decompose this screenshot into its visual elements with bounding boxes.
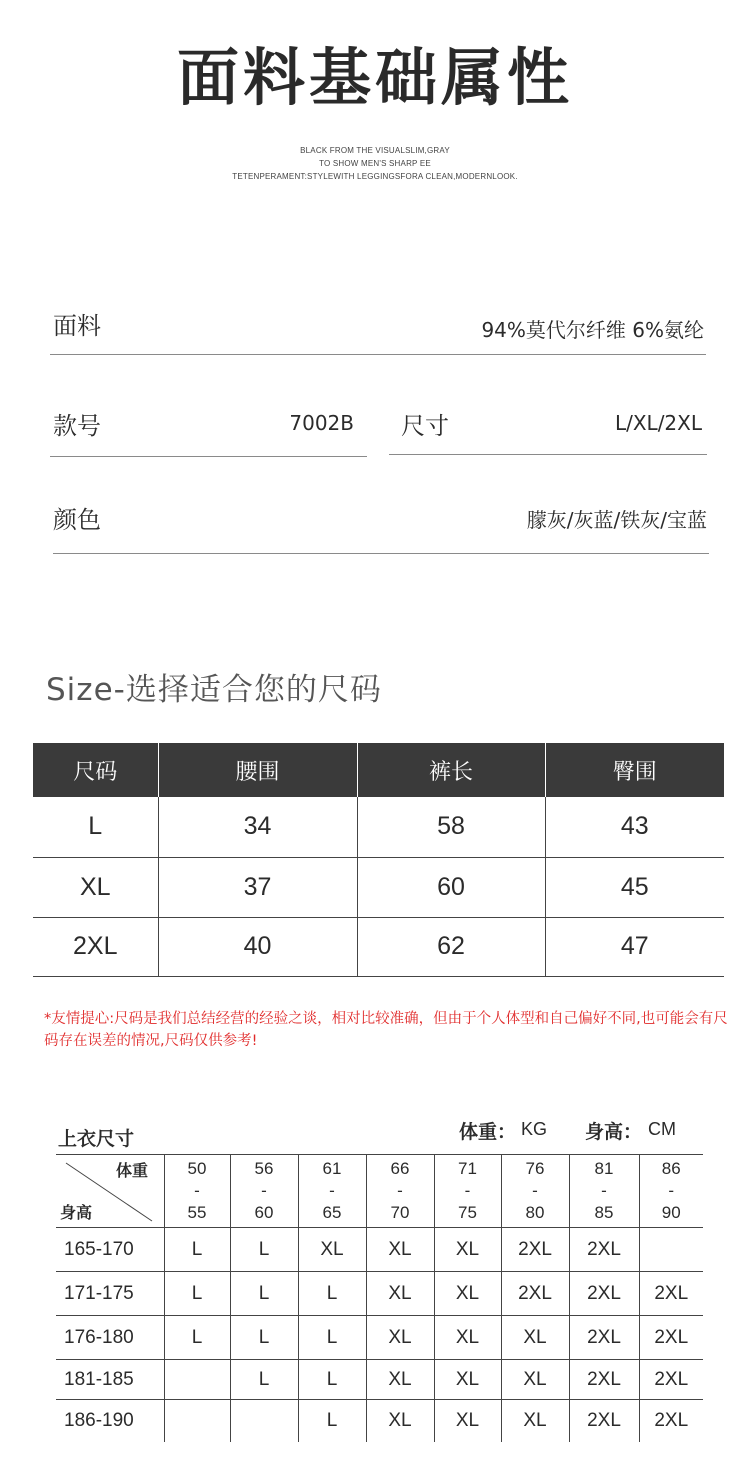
table-row [33,797,724,857]
table-cell: 40 [158,917,357,976]
size-cell: 2XL [654,1409,689,1431]
size-cell: L [230,1228,298,1272]
style-no-label: 款号 [53,412,101,440]
color-divider [53,553,709,554]
size-divider [389,454,707,455]
size-cell: L [164,1228,230,1272]
table-row [56,1360,703,1400]
size-label: 尺寸 [401,412,449,440]
size-cell [639,1228,703,1272]
height-range-cell: 171-175 [56,1272,164,1316]
size-cell: 2XL [639,1316,703,1360]
table-cell: 45 [545,857,724,917]
size-cell: XL [434,1316,501,1360]
size-cell: XL [434,1400,501,1442]
size-cell: 2XL [569,1400,639,1442]
size-cell: 2XL [569,1228,639,1272]
size-cell: XL [298,1228,366,1272]
size-cell: 2XL [639,1272,703,1316]
size-note: *友情提心:尺码是我们总结经营的经验之谈，相对比较准确，但由于个人体型和自己偏好不同,也可能会有尺码存在误差的情况,尺码仅供参考! [44,1011,728,1049]
table-cell: 43 [545,797,724,857]
size-cell [230,1400,298,1442]
weight-range-cell: 76 - 80 [501,1155,569,1228]
table-cell: 2XL [33,917,158,976]
weight-range-cell: 71 - 75 [434,1155,501,1228]
height-range-cell: 186-190 [56,1400,164,1442]
height-label: 身高： [585,1121,643,1143]
page-title: 面料基础属性 [176,41,573,114]
size-cell: L [298,1316,366,1360]
size-cell: XL [434,1360,501,1400]
size-cell: L [230,1360,298,1400]
size-cell: 2XL [569,1316,639,1360]
top-size-chart [56,1154,703,1442]
size-cell: XL [501,1316,569,1360]
corner-height-label: 身高 [60,1205,93,1222]
table-row [33,917,724,976]
size-cell: L [298,1400,366,1442]
height-range-cell: 165-170 [56,1228,164,1272]
weight-range-cell: 86 - 90 [639,1155,703,1228]
size-cell: 2XL [569,1272,639,1316]
top-chart-title: 上衣尺寸 [58,1128,135,1150]
size-table [33,743,724,977]
table-row [56,1272,703,1316]
weight-range-cell: 56 - 60 [230,1155,298,1228]
weight-range-cell: 66 - 70 [366,1155,434,1228]
size-cell: L [164,1316,230,1360]
size-cell: L [230,1316,298,1360]
subtitle-line-1: BLACK FROM THE VISUALSLIM,GRAY [300,146,450,155]
size-cell: L [298,1272,366,1316]
weight-unit: KG [521,1119,548,1139]
size-cell: XL [434,1228,501,1272]
size-cell: XL [366,1360,434,1400]
size-cell [164,1400,230,1442]
table-cell: 58 [357,797,545,857]
size-cell: L [230,1272,298,1316]
size-cell: XL [501,1360,569,1400]
corner-weight-label: 体重 [116,1163,149,1180]
table-row [56,1228,703,1272]
weight-range-cell: 61 - 65 [298,1155,366,1228]
size-cell: 2XL [639,1360,703,1400]
weight-header-row [56,1155,703,1228]
table-cell: 60 [357,857,545,917]
table-row [56,1400,703,1442]
color-value: 朦灰/灰蓝/铁灰/宝蓝 [526,508,707,532]
color-label: 颜色 [53,506,101,534]
weight-range-cell: 50 - 55 [164,1155,230,1228]
size-cell: XL [366,1400,434,1442]
column-header: 腰围 [158,743,357,797]
column-header: 尺码 [33,743,158,797]
subtitle-line-3: TETENPERAMENT:STYLEWITH LEGGINGSFORA CLEAN,MODERNLOOK. [232,172,518,181]
subtitle-line-2: TO SHOW MEN'S SHARP EE [319,159,431,168]
fabric-label: 面料 [53,312,101,340]
size-cell: XL [434,1272,501,1316]
size-cell: L [164,1272,230,1316]
size-cell: XL [366,1272,434,1316]
table-cell: XL [33,857,158,917]
table-cell: 34 [158,797,357,857]
column-header: 裤长 [357,743,545,797]
fabric-value: 94%莫代尔纤维 6%氨纶 [481,318,704,342]
size-heading: Size-选择适合您的尺码 [46,672,382,708]
height-unit: CM [648,1119,676,1139]
size-cell: L [298,1360,366,1400]
size-cell: 2XL [569,1360,639,1400]
size-cell: 2XL [501,1228,569,1272]
height-range-cell: 176-180 [56,1316,164,1360]
size-table-header [33,743,724,797]
table-row [56,1316,703,1360]
height-range-cell: 181-185 [56,1360,164,1400]
style-no-value: 7002B [289,411,354,435]
corner-cell [56,1155,164,1228]
size-cell: XL [366,1228,434,1272]
table-row [33,857,724,917]
table-cell: 62 [357,917,545,976]
weight-range-cell: 81 - 85 [569,1155,639,1228]
size-cell: XL [366,1316,434,1360]
style-no-divider [50,456,367,457]
size-cell: XL [501,1400,569,1442]
size-cell [164,1360,230,1400]
size-cell: 2XL [501,1272,569,1316]
column-header: 臀围 [545,743,724,797]
fabric-divider [50,354,706,355]
table-cell: L [33,797,158,857]
table-cell: 47 [545,917,724,976]
weight-label: 体重： [459,1121,517,1143]
table-cell: 37 [158,857,357,917]
size-value: L/XL/2XL [614,411,702,435]
